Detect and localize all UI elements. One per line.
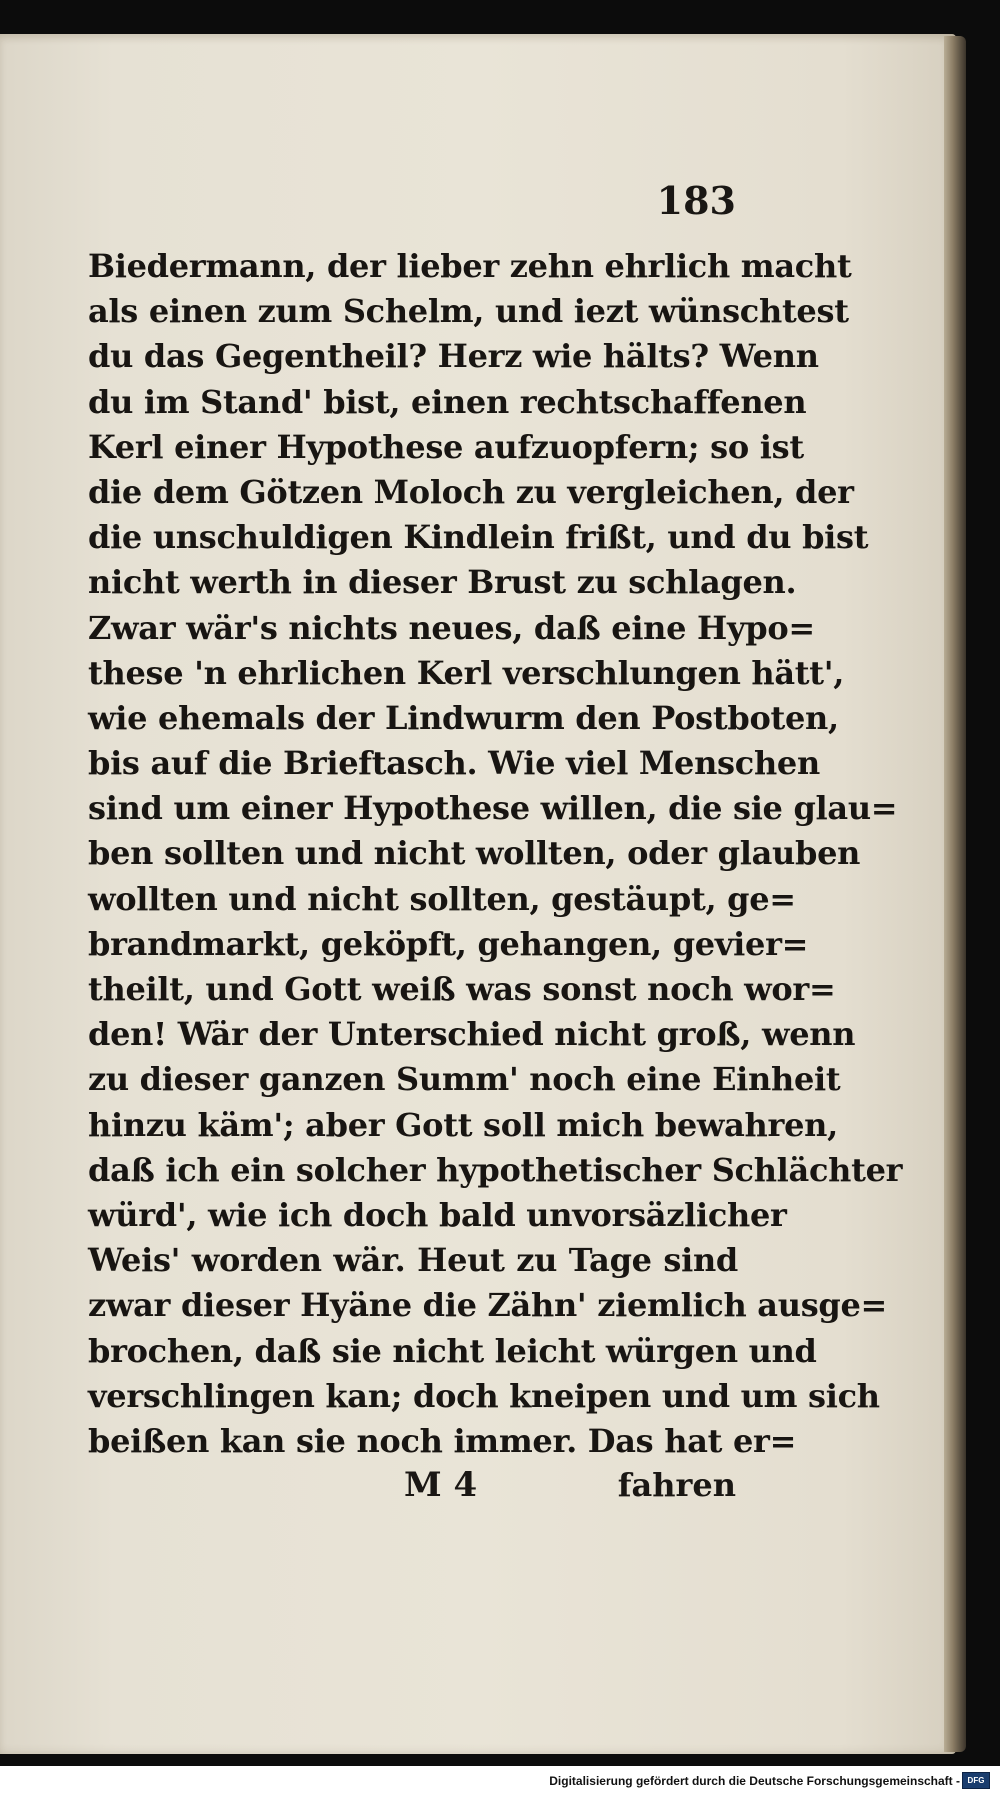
text-line: zwar dieser Hyäne die Zähn' ziemlich ausge= xyxy=(88,1286,888,1325)
dfg-logo-icon xyxy=(962,1772,990,1789)
credit-text: Digitalisierung gefördert durch die Deutsche Forschungsgemeinschaft - xyxy=(549,1774,960,1788)
text-line: brochen, daß sie nicht leicht würgen und xyxy=(88,1331,817,1370)
text-line: zu dieser ganzen Summ' noch eine Einheit xyxy=(88,1060,841,1099)
dfg-logo-text: DFG xyxy=(967,1776,985,1785)
text-line: bis auf die Brieftasch. Wie viel Menschen xyxy=(88,744,820,783)
text-line: als einen zum Schelm, und iezt wünschtest xyxy=(88,292,849,331)
text-line: Kerl einer Hypothese aufzuopfern; so ist xyxy=(88,427,804,466)
text-line: hinzu käm'; aber Gott soll mich bewahren, xyxy=(88,1105,838,1144)
text-line: die dem Götzen Moloch zu vergleichen, der xyxy=(88,472,854,511)
text-line: ben sollten und nicht wollten, oder glauben xyxy=(88,834,861,873)
text-line: daß ich ein solcher hypothetischer Schlächter xyxy=(88,1150,903,1189)
text-line: theilt, und Gott weiß was sonst noch wor= xyxy=(88,970,836,1008)
text-line: würd', wie ich doch bald unvorsäzlicher xyxy=(88,1195,787,1234)
signature-mark: M 4 xyxy=(404,1465,478,1505)
credit-bar xyxy=(0,1766,1000,1794)
text-line: nicht werth in dieser Brust zu schlagen. xyxy=(88,563,797,602)
text-line: den! Wär der Unterschied nicht groß, wenn xyxy=(88,1015,856,1054)
text-line: verschlingen kan; doch kneipen und um sich xyxy=(88,1376,880,1415)
body-text xyxy=(88,244,903,1464)
text-line: sind um einer Hypothese willen, die sie glau= xyxy=(88,789,898,828)
text-line: brandmarkt, geköpft, gehangen, gevier= xyxy=(88,924,809,963)
page-number: 183 xyxy=(656,178,736,223)
text-line: Zwar wär's nichts neues, daß eine Hypo= xyxy=(88,608,815,647)
catchword: fahren xyxy=(617,1466,736,1504)
text-line: Biedermann, der lieber zehn ehrlich macht xyxy=(88,247,852,285)
text-line: du im Stand' bist, einen rechtschaffenen xyxy=(88,382,807,421)
page-footer xyxy=(88,1462,738,1508)
text-line: du das Gegentheil? Herz wie hälts? Wenn xyxy=(88,337,819,376)
text-line: Weis' worden wär. Heut zu Tage sind xyxy=(88,1241,738,1280)
text-line: these 'n ehrlichen Kerl verschlungen hätt', xyxy=(88,653,845,692)
text-line: beißen kan sie noch immer. Das hat er= xyxy=(88,1421,797,1460)
text-line: die unschuldigen Kindlein frißt, und du bist xyxy=(88,518,869,557)
text-line: wollten und nicht sollten, gestäupt, ge= xyxy=(88,879,796,918)
page-edge xyxy=(944,36,966,1752)
text-line: wie ehemals der Lindwurm den Postboten, xyxy=(88,698,839,737)
